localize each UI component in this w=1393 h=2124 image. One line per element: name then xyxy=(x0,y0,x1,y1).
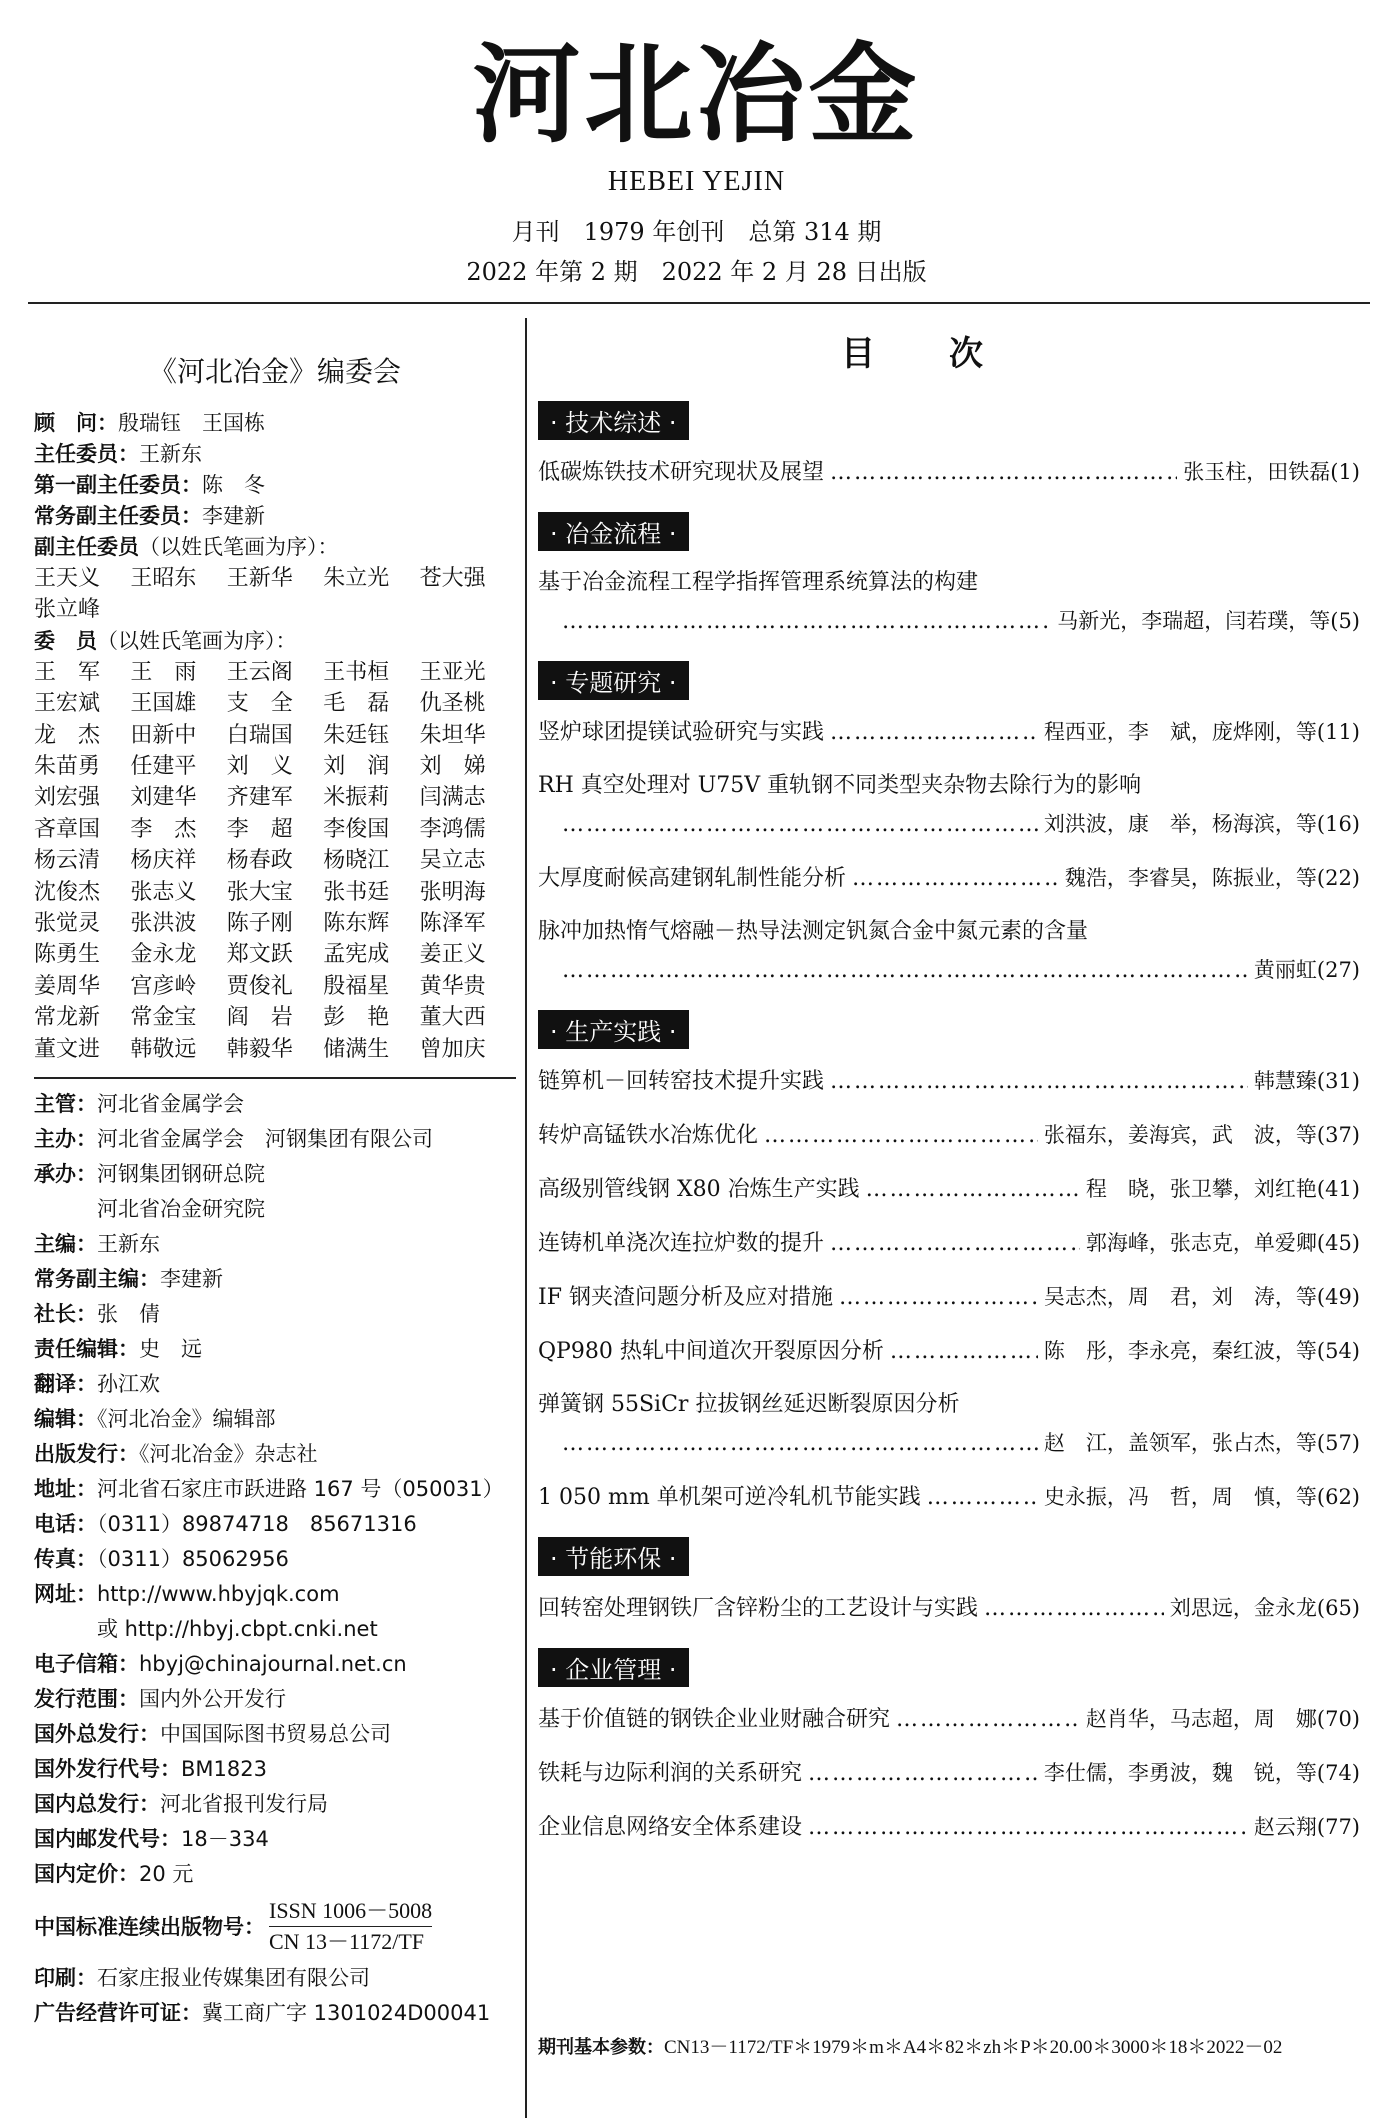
entry-title: 高级别管线钢 X80 冶炼生产实践 xyxy=(538,1177,860,1202)
member-name: 王亚光 xyxy=(419,659,486,685)
toc-entry[interactable] xyxy=(538,1391,1360,1458)
director-label: 主任委员： xyxy=(34,442,139,466)
entry-title: QP980 热轧中间道次开裂原因分析 xyxy=(538,1339,884,1364)
toc-entry[interactable] xyxy=(538,569,1360,636)
meta-value: 河北省金属学会 xyxy=(97,1092,244,1117)
deputy-name: 张立峰 xyxy=(34,597,101,623)
member-name: 储满生 xyxy=(323,1036,390,1062)
issn-block xyxy=(34,1896,516,1957)
journal-latin-title: HEBEI YEJIN xyxy=(607,166,786,197)
entry-title: 连铸机单浇次连拉炉数的提升 xyxy=(538,1231,825,1256)
meta-label: 编辑： xyxy=(34,1407,97,1432)
member-name: 闫满志 xyxy=(419,785,486,811)
director: 王新东 xyxy=(139,442,202,466)
meta-label: 社长： xyxy=(34,1302,97,1327)
entry-authors: 张玉柱，田铁磊(1) xyxy=(1183,460,1360,484)
entry-authors: 吴志杰，周 君，刘 涛，等(49) xyxy=(1043,1285,1360,1309)
members-heading xyxy=(34,626,516,657)
meta-row xyxy=(34,1822,516,1857)
leader-dots xyxy=(830,719,1038,747)
meta-value: 王新东 xyxy=(97,1232,160,1257)
leader-dots xyxy=(830,1230,1080,1258)
member-name: 李 杰 xyxy=(130,816,197,842)
parameters-label: 期刊基本参数： xyxy=(538,2037,664,2058)
meta-row xyxy=(34,1227,516,1262)
member-name: 张洪波 xyxy=(130,911,197,937)
meta-row xyxy=(34,1787,516,1822)
first-deputy-row xyxy=(34,470,516,501)
toc-entry[interactable] xyxy=(538,1483,1360,1512)
member-name: 孟宪成 xyxy=(323,942,390,968)
meta-value: 孙江欢 xyxy=(97,1372,160,1397)
first-deputy: 陈 冬 xyxy=(202,473,265,497)
issn-number: ISSN 1006－5008 xyxy=(269,1896,432,1927)
entry-author-line xyxy=(538,810,1360,839)
toc-section xyxy=(538,512,1360,636)
toc-entry[interactable] xyxy=(538,864,1360,893)
member-name: 王宏斌 xyxy=(34,691,101,717)
meta-row xyxy=(34,1437,516,1472)
leader-dots xyxy=(927,1484,1038,1512)
leader-dots xyxy=(830,459,1177,487)
section-label: · 节能环保 · xyxy=(538,1537,689,1576)
section-label: · 冶金流程 · xyxy=(538,512,689,551)
entry-authors: 黄丽虹(27) xyxy=(1253,958,1360,982)
leader-dots xyxy=(830,1068,1248,1096)
leader-dots xyxy=(890,1338,1038,1366)
member-name: 龙 杰 xyxy=(34,722,101,748)
entry-line xyxy=(538,1067,1360,1096)
member-name: 吴立志 xyxy=(419,848,486,874)
meta-label: 网址： xyxy=(34,1582,97,1607)
entry-title: 回转窑处理钢铁厂含锌粉尘的工艺设计与实践 xyxy=(538,1596,979,1621)
meta-label: 常务副主编： xyxy=(34,1267,160,1292)
top-rule xyxy=(28,302,1370,304)
member-name: 仇圣桃 xyxy=(419,691,486,717)
issn-label: 中国标准连续出版物号： xyxy=(34,1914,265,1939)
toc-entry[interactable] xyxy=(538,1759,1360,1788)
entry-line xyxy=(538,1283,1360,1312)
toc-entry[interactable] xyxy=(538,1813,1360,1842)
leader-dots xyxy=(896,1706,1080,1734)
meta-value: 河北省石家庄市跃进路 167 号（050031） xyxy=(97,1477,504,1502)
meta-row xyxy=(34,1682,516,1717)
member-name: 沈俊杰 xyxy=(34,879,101,905)
member-name: 朱坦华 xyxy=(419,722,486,748)
leader-dots xyxy=(562,608,1051,636)
leader-dots xyxy=(839,1284,1038,1312)
print-row xyxy=(34,1961,516,1996)
entry-authors: 郭海峰，张志克，单爱卿(45) xyxy=(1085,1231,1360,1255)
member-name: 张志义 xyxy=(130,879,197,905)
member-name: 陈子刚 xyxy=(226,911,293,937)
leader-dots xyxy=(852,865,1059,893)
director-row xyxy=(34,439,516,470)
meta-label: 传真： xyxy=(34,1547,97,1572)
entry-authors: 程西亚，李 斌，庞烨刚，等(11) xyxy=(1043,720,1360,744)
meta-value: hbyj@chinajournal.net.cn xyxy=(139,1652,407,1677)
journal-logo-title: 河北冶金 xyxy=(472,32,921,158)
entry-authors: 张福东，姜海宾，武 波，等(37) xyxy=(1043,1123,1360,1147)
issue-date: 2022 年第 2 期 2022 年 2 月 28 日出版 xyxy=(466,258,927,286)
entry-authors: 赵云翔(77) xyxy=(1253,1815,1360,1839)
member-name: 常金宝 xyxy=(130,1005,197,1031)
entry-title: 大厚度耐候高建钢轧制性能分析 xyxy=(538,866,847,891)
toc-entry[interactable] xyxy=(538,1229,1360,1258)
entry-authors: 赵肖华，马志超，周 娜(70) xyxy=(1085,1707,1360,1731)
member-name: 杨云清 xyxy=(34,848,101,874)
toc-entry[interactable] xyxy=(538,1175,1360,1204)
toc-entry[interactable] xyxy=(538,918,1360,985)
meta-value: 河钢集团钢研总院 xyxy=(97,1162,265,1187)
meta-value: 或 http://hbyj.cbpt.cnki.net xyxy=(34,1617,378,1642)
member-name: 米振莉 xyxy=(323,785,390,811)
member-name: 韩毅华 xyxy=(226,1036,293,1062)
entry-title: 基于冶金流程工程学指挥管理系统算法的构建 xyxy=(538,570,979,595)
toc-entry[interactable] xyxy=(538,458,1360,487)
toc-title: 目次 xyxy=(841,334,1057,374)
member-name: 常龙新 xyxy=(34,1005,101,1031)
meta-row xyxy=(34,1297,516,1332)
section-label: · 企业管理 · xyxy=(538,1648,689,1687)
meta-row xyxy=(34,1332,516,1367)
deputy-name: 王昭东 xyxy=(130,566,197,591)
toc-entry[interactable] xyxy=(538,718,1360,747)
meta-label: 主管： xyxy=(34,1092,97,1117)
issn-stack xyxy=(269,1896,432,1957)
member-name: 张明海 xyxy=(419,879,486,905)
member-name: 姜正义 xyxy=(419,942,486,968)
ad-license: 冀工商广字 1301024D00041 xyxy=(202,2001,491,2026)
entry-authors: 刘洪波，康 举，杨海滨，等(16) xyxy=(1043,812,1360,836)
toc-entry[interactable] xyxy=(538,1705,1360,1734)
member-name: 宫彦岭 xyxy=(130,973,197,999)
meta-value: 河北省报刊发行局 xyxy=(160,1792,328,1817)
entry-line xyxy=(538,1229,1360,1258)
member-name: 王云阁 xyxy=(226,659,293,685)
toc-entry[interactable] xyxy=(538,772,1360,839)
toc-entry[interactable] xyxy=(538,1337,1360,1366)
deputies-grid xyxy=(34,563,516,626)
entry-title: 企业信息网络安全体系建设 xyxy=(538,1815,803,1840)
parameters-value: CN13－1172/TF＊1979＊m＊A4＊82＊zh＊P＊20.00＊3000＊18＊2022－02 xyxy=(664,2037,1283,2058)
member-name: 刘建华 xyxy=(130,785,197,811)
deputy-name: 苍大强 xyxy=(419,566,486,591)
leader-dots xyxy=(808,1760,1038,1788)
member-name: 张书廷 xyxy=(323,879,390,905)
entry-authors: 韩慧臻(31) xyxy=(1253,1069,1360,1093)
meta-label: 发行范围： xyxy=(34,1687,139,1712)
entry-line xyxy=(538,1121,1360,1150)
entry-title: 竖炉球团提镁试验研究与实践 xyxy=(538,720,825,745)
meta-row xyxy=(34,1122,516,1157)
ad-license-row xyxy=(34,1996,516,2031)
standing-deputy-row xyxy=(34,501,516,532)
meta-label: 国内总发行： xyxy=(34,1792,160,1817)
leader-dots xyxy=(562,811,1038,839)
member-name: 殷福星 xyxy=(323,973,390,999)
member-name: 刘 娣 xyxy=(419,754,486,780)
entry-title: 弹簧钢 55SiCr 拉拔钢丝延迟断裂原因分析 xyxy=(538,1392,960,1417)
member-name: 金永龙 xyxy=(130,942,197,968)
member-name: 刘 义 xyxy=(226,754,293,780)
first-deputy-label: 第一副主任委员： xyxy=(34,473,202,497)
member-name: 毛 磊 xyxy=(323,691,390,717)
meta-row xyxy=(34,1192,516,1227)
meta-row xyxy=(34,1402,516,1437)
meta-label: 承办： xyxy=(34,1162,97,1187)
members-label: 委 员 xyxy=(34,628,97,653)
meta-row xyxy=(34,1717,516,1752)
member-name: 吝章国 xyxy=(34,816,101,842)
entry-title: RH 真空处理对 U75V 重轨钢不同类型夹杂物去除行为的影响 xyxy=(538,773,1142,798)
members-note: （以姓氏笔画为序）： xyxy=(97,628,297,653)
meta-value: 张 倩 xyxy=(97,1302,160,1327)
entry-line xyxy=(538,1759,1360,1788)
toc-section xyxy=(538,661,1360,985)
meta-row xyxy=(34,1857,516,1892)
meta-row xyxy=(34,1507,516,1542)
member-name: 王书桓 xyxy=(323,659,390,685)
entry-authors: 魏浩，李睿昊，陈振业，等(22) xyxy=(1064,866,1360,890)
members-grid xyxy=(34,657,516,1065)
entry-title: 基于价值链的钢铁企业业财融合研究 xyxy=(538,1707,891,1732)
meta-row xyxy=(34,1752,516,1787)
deputies-heading xyxy=(34,532,516,563)
meta-value: 国内外公开发行 xyxy=(139,1687,286,1712)
member-name: 李鸿儒 xyxy=(419,816,486,842)
toc-section xyxy=(538,401,1360,487)
section-label: · 技术综述 · xyxy=(538,401,689,440)
member-name: 陈勇生 xyxy=(34,942,101,968)
advisors: 殷瑞钰 王国栋 xyxy=(118,411,265,435)
member-name: 刘 润 xyxy=(323,754,390,780)
meta-row xyxy=(34,1157,516,1192)
board-title: 《河北冶金》编委会 xyxy=(148,355,401,388)
member-name: 杨庆祥 xyxy=(130,848,197,874)
entry-title: 铁耗与边际利润的关系研究 xyxy=(538,1761,803,1786)
member-name: 杨晓江 xyxy=(323,848,390,874)
member-name: 郑文跃 xyxy=(226,942,293,968)
standing-deputy: 李建新 xyxy=(202,504,265,528)
member-name: 董大西 xyxy=(419,1005,486,1031)
deputy-name: 王天义 xyxy=(34,566,101,591)
toc-sections xyxy=(538,401,1360,1842)
toc-section xyxy=(538,1010,1360,1512)
member-name: 杨春政 xyxy=(226,848,293,874)
section-label: · 专题研究 · xyxy=(538,661,689,700)
member-name: 王国雄 xyxy=(130,691,197,717)
toc-section xyxy=(538,1648,1360,1842)
meta-label: 翻译： xyxy=(34,1372,97,1397)
leader-dots xyxy=(984,1595,1164,1623)
print-label: 印刷： xyxy=(34,1966,97,1991)
advisors-row xyxy=(34,408,516,439)
member-name: 朱廷钰 xyxy=(323,722,390,748)
entry-authors: 陈 彤，李永亮，秦红波，等(54) xyxy=(1043,1339,1360,1363)
meta-value: http://www.hbyjqk.com xyxy=(97,1582,340,1607)
journal-parameters xyxy=(538,2032,1360,2059)
member-name: 王 雨 xyxy=(130,659,197,685)
member-name: 任建平 xyxy=(130,754,197,780)
ad-license-label: 广告经营许可证： xyxy=(34,2001,202,2026)
member-name: 张觉灵 xyxy=(34,911,101,937)
masthead xyxy=(0,30,1393,292)
entry-line xyxy=(538,864,1360,893)
printer: 石家庄报业传媒集团有限公司 xyxy=(97,1966,370,1991)
meta-label: 出版发行： xyxy=(34,1442,139,1467)
deputies-note: （以姓氏笔画为序）： xyxy=(139,535,339,559)
entry-line xyxy=(538,1337,1360,1366)
toc-entry[interactable] xyxy=(538,1067,1360,1096)
leader-dots xyxy=(866,1176,1080,1204)
leader-dots xyxy=(764,1122,1038,1150)
section-rule xyxy=(34,1077,516,1079)
entry-line xyxy=(538,458,1360,487)
meta-value: 《河北冶金》编辑部 xyxy=(97,1407,276,1432)
entry-title: 1 050 mm 单机架可逆冷轧机节能实践 xyxy=(538,1485,921,1510)
meta-label: 国外总发行： xyxy=(34,1722,160,1747)
meta-row xyxy=(34,1612,516,1647)
member-name: 贾俊礼 xyxy=(226,973,293,999)
leader-dots xyxy=(808,1814,1248,1842)
entry-authors: 李仕儒，李勇波，魏 锐，等(74) xyxy=(1043,1761,1360,1785)
member-name: 陈泽军 xyxy=(419,911,486,937)
toc-entry[interactable] xyxy=(538,1594,1360,1623)
entry-authors: 史永振，冯 哲，周 慎，等(62) xyxy=(1043,1485,1360,1509)
meta-row xyxy=(34,1472,516,1507)
toc-entry[interactable] xyxy=(538,1283,1360,1312)
meta-row xyxy=(34,1367,516,1402)
meta-label: 电话： xyxy=(34,1512,97,1537)
leader-dots xyxy=(562,1430,1038,1458)
meta-label: 地址： xyxy=(34,1477,97,1502)
entry-line xyxy=(538,1705,1360,1734)
editorial-column xyxy=(34,350,516,2031)
meta-value: 史 远 xyxy=(139,1337,202,1362)
member-name: 张大宝 xyxy=(226,879,293,905)
meta-row xyxy=(34,1262,516,1297)
member-name: 朱苗勇 xyxy=(34,754,101,780)
deputy-name: 王新华 xyxy=(226,566,293,591)
section-label: · 生产实践 · xyxy=(538,1010,689,1049)
publication-meta xyxy=(34,1087,516,1892)
entry-author-line xyxy=(538,956,1360,985)
meta-row xyxy=(34,1087,516,1122)
meta-value: 河北省冶金研究院 xyxy=(34,1197,265,1222)
leader-dots xyxy=(562,957,1248,985)
entry-title: 转炉高锰铁水冶炼优化 xyxy=(538,1123,759,1148)
member-name: 王 军 xyxy=(34,659,101,685)
meta-row xyxy=(34,1577,516,1612)
member-name: 姜周华 xyxy=(34,973,101,999)
standing-deputy-label: 常务副主任委员： xyxy=(34,504,202,528)
entry-line xyxy=(538,1175,1360,1204)
meta-label: 电子信箱： xyxy=(34,1652,139,1677)
entry-title: 链箅机－回转窑技术提升实践 xyxy=(538,1069,825,1094)
publication-info xyxy=(0,212,1393,292)
entry-line xyxy=(538,1594,1360,1623)
member-name: 阎 岩 xyxy=(226,1005,293,1031)
cn-number: CN 13－1172/TF xyxy=(269,1929,425,1955)
meta-row xyxy=(34,1647,516,1682)
entry-author-line xyxy=(538,1429,1360,1458)
member-name: 李 超 xyxy=(226,816,293,842)
entry-authors: 程 晓，张卫攀，刘红艳(41) xyxy=(1085,1177,1360,1201)
entry-title: IF 钢夹渣问题分析及应对措施 xyxy=(538,1285,833,1310)
meta-value: 18－334 xyxy=(181,1827,269,1852)
meta-label: 国外发行代号： xyxy=(34,1757,181,1782)
meta-value: BM1823 xyxy=(181,1757,267,1782)
toc-section xyxy=(538,1537,1360,1623)
deputies-label: 副主任委员 xyxy=(34,535,139,559)
member-name: 董文进 xyxy=(34,1036,101,1062)
meta-value: 《河北冶金》杂志社 xyxy=(139,1442,318,1467)
entry-title: 低碳炼铁技术研究现状及展望 xyxy=(538,460,825,485)
member-name: 曾加庆 xyxy=(419,1036,486,1062)
toc-column xyxy=(538,318,1360,1867)
member-name: 黄华贵 xyxy=(419,973,486,999)
meta-value: 李建新 xyxy=(160,1267,223,1292)
publication-frequency: 月刊 1979 年创刊 总第 314 期 xyxy=(511,218,882,246)
entry-authors: 马新光，李瑞超，闫若璞，等(5) xyxy=(1057,609,1360,633)
entry-authors: 赵 江，盖领军，张占杰，等(57) xyxy=(1043,1431,1360,1455)
meta-label: 主编： xyxy=(34,1232,97,1257)
meta-value: 20 元 xyxy=(139,1862,194,1887)
deputy-name: 朱立光 xyxy=(323,566,390,591)
toc-entry[interactable] xyxy=(538,1121,1360,1150)
meta-value: 中国国际图书贸易总公司 xyxy=(160,1722,391,1747)
entry-authors: 刘思远，金永龙(65) xyxy=(1169,1596,1360,1620)
member-name: 刘宏强 xyxy=(34,785,101,811)
meta-row xyxy=(34,1542,516,1577)
member-name: 田新中 xyxy=(130,722,197,748)
member-name: 李俊国 xyxy=(323,816,390,842)
meta-label: 国内邮发代号： xyxy=(34,1827,181,1852)
member-name: 白瑞国 xyxy=(226,722,293,748)
member-name: 彭 艳 xyxy=(323,1005,390,1031)
entry-author-line xyxy=(538,607,1360,636)
entry-line xyxy=(538,718,1360,747)
meta-label: 国内定价： xyxy=(34,1862,139,1887)
advisors-label: 顾 问： xyxy=(34,411,118,435)
member-name: 支 全 xyxy=(226,691,293,717)
meta-label: 责任编辑： xyxy=(34,1337,139,1362)
entry-line xyxy=(538,1483,1360,1512)
meta-value: 河北省金属学会 河钢集团有限公司 xyxy=(97,1127,433,1152)
meta-value: （0311）85062956 xyxy=(97,1547,289,1572)
column-divider xyxy=(525,318,527,2118)
meta-label: 主办： xyxy=(34,1127,97,1152)
member-name: 陈东辉 xyxy=(323,911,390,937)
entry-line xyxy=(538,1813,1360,1842)
member-name: 齐建军 xyxy=(226,785,293,811)
meta-value: （0311）89874718 85671316 xyxy=(97,1512,417,1537)
member-name: 韩敬远 xyxy=(130,1036,197,1062)
entry-title: 脉冲加热惰气熔融－热导法测定钒氮合金中氮元素的含量 xyxy=(538,919,1089,944)
